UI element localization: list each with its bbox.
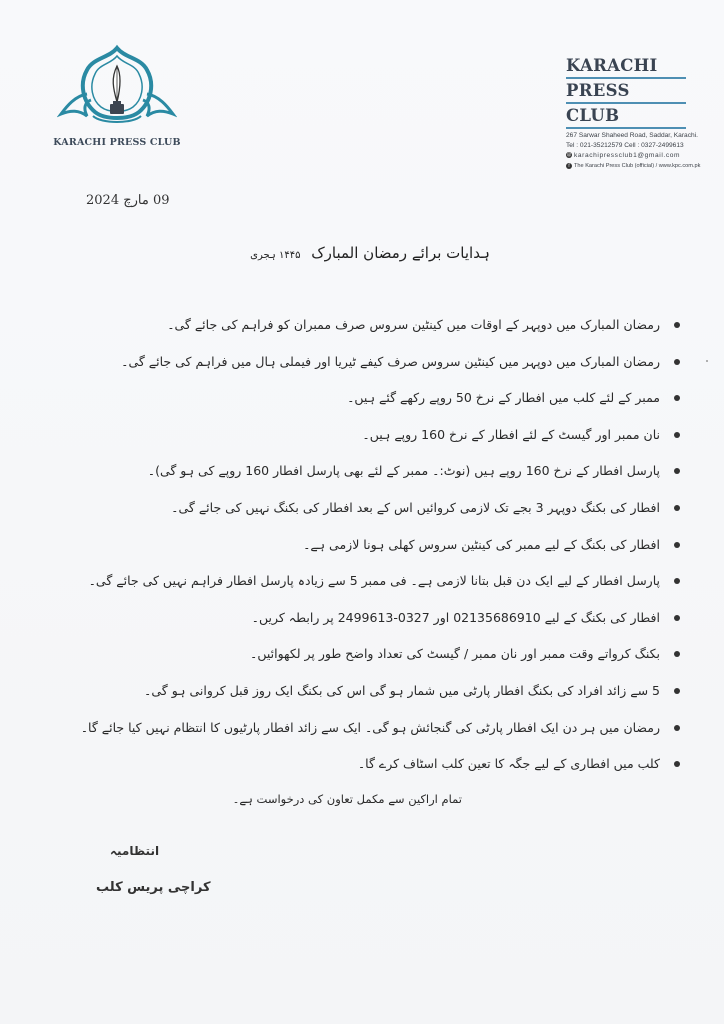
list-item: بکنگ کرواتے وقت ممبر اور نان ممبر / گیسٹ کی تعداد واضح طور پر لکھوائیں۔ — [122, 639, 682, 676]
bullet-icon — [674, 468, 680, 474]
letterhead-social-row — [566, 161, 701, 171]
bullet-icon — [674, 688, 680, 694]
bullet-icon — [674, 615, 680, 621]
list-item: پارسل افطار کے نرخ 160 روپے ہیں (نوٹ:۔ ممبر کے لئے بھی پارسل افطار 160 روپے کی ہو گی)۔ — [122, 456, 682, 493]
title-text: ہدایات برائے رمضان المبارک — [311, 244, 490, 262]
list-item: افطار کی بکنگ کے لیے 02135686910 اور 0327-2499613 پر رابطہ کریں۔ — [122, 603, 682, 640]
letterhead-social: The Karachi Press Club (official) / www.kpc.com.pk — [574, 163, 701, 169]
email-icon: @ — [566, 152, 572, 158]
list-item: 5 سے زائد افراد کی بکنگ افطار پارٹی میں شمار ہو گی اس کی بکنگ ایک روز قبل کروانی ہو گی۔ — [122, 676, 682, 713]
list-item: رمضان المبارک میں دوپہر کے اوقات میں کینٹین سروس صرف ممبران کو فراہم کی جائے گی۔ — [122, 310, 682, 347]
list-item: کلب میں افطاری کے لیے جگہ کا تعین کلب اسٹاف کرے گا۔ — [122, 749, 682, 786]
list-item: افطار کی بکنگ دوپہر 3 بجے تک لازمی کروائیں اس کے بعد افطار کی بکنگ نہیں کی جائے گی۔ — [122, 493, 682, 530]
logo-caption: KARACHI PRESS CLUB — [53, 137, 181, 148]
signature-club: کراچی پریس کلب — [96, 880, 211, 895]
instructions-list — [80, 310, 682, 786]
list-item: رمضان المبارک میں دوپہر میں کینٹین سروس صرف کیفے ٹیریا اور فیملی ہال میں فراہم کی جائے گی۔ — [122, 347, 682, 384]
bullet-icon — [674, 761, 680, 767]
quill-emblem-icon — [57, 44, 177, 136]
bullet-icon — [674, 359, 680, 365]
bullet-icon — [674, 505, 680, 511]
bullet-icon — [674, 651, 680, 657]
document-title — [230, 244, 510, 262]
letter-date: 09 مارچ 2024 — [86, 193, 170, 208]
letterhead — [566, 56, 701, 171]
list-item: نان ممبر اور گیسٹ کے لئے افطار کے نرخ 160 روپے ہیں۔ — [122, 420, 682, 457]
letterhead-email-row — [566, 151, 686, 161]
bullet-icon — [674, 542, 680, 548]
list-item: افطار کی بکنگ کے لیے ممبر کی کینٹین سروس کھلی ہونا لازمی ہے۔ — [122, 530, 682, 567]
signature-management: انتظامیہ — [110, 844, 160, 858]
list-item: ممبر کے لئے کلب میں افطار کے نرخ 50 روپے رکھے گئے ہیں۔ — [122, 383, 682, 420]
title-year: ۱۴۴۵ ہجری — [250, 250, 301, 261]
bullet-icon — [674, 725, 680, 731]
letterhead-phones: Tel : 021-35212579 Cell : 0327-2499613 — [566, 142, 684, 149]
scan-speck — [706, 360, 708, 362]
bullet-icon — [674, 578, 680, 584]
letterhead-email: karachipressclub1@gmail.com — [574, 152, 681, 159]
letterhead-name-line: PRESS — [566, 81, 686, 104]
list-item: رمضان میں ہر دن ایک افطار پارٹی کی گنجائش ہو گی۔ ایک سے زائد افطار پارٹیوں کا انتظام نہیں کیا جائے گا۔ — [122, 713, 682, 750]
bullet-icon — [674, 322, 680, 328]
bullet-icon — [674, 395, 680, 401]
facebook-icon: f — [566, 163, 572, 169]
letterhead-name-line: KARACHI — [566, 56, 686, 79]
club-logo — [42, 44, 192, 154]
bullet-icon — [674, 432, 680, 438]
letterhead-address: 267 Sarwar Shaheed Road, Saddar, Karachi. — [566, 132, 698, 139]
closing-request: تمام اراکین سے مکمل تعاون کی درخواست ہے۔ — [232, 792, 462, 806]
list-item: پارسل افطار کے لیے ایک دن قبل بتانا لازمی ہے۔ فی ممبر 5 سے زیادہ پارسل افطار فراہم نہیں کی جائے گی۔ — [122, 566, 682, 603]
letterhead-name-line: CLUB — [566, 106, 686, 129]
